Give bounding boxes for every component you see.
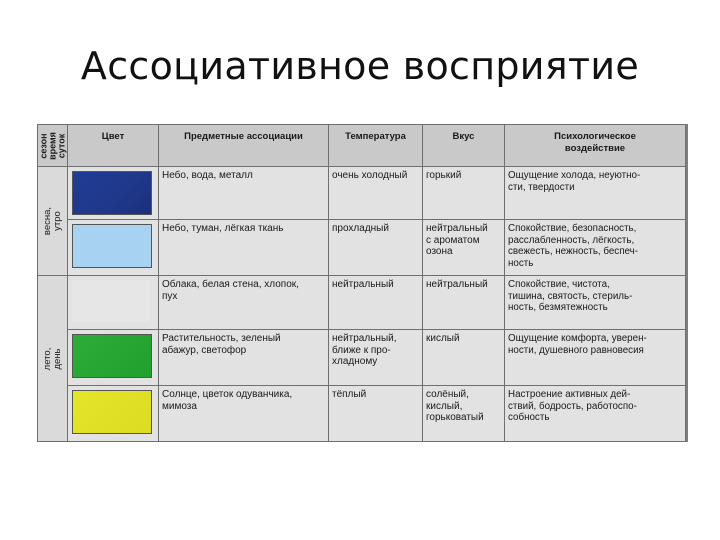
objects-cell: Облака, белая стена, хлопок, пух	[159, 276, 329, 330]
header-objects: Предметные ассоциации	[159, 125, 329, 167]
taste-cell: горький	[423, 167, 505, 220]
header-color: Цвет	[68, 125, 159, 167]
objects-cell: Солнце, цветок одуванчика, мимоза	[159, 386, 329, 442]
temperature-cell: прохладный	[329, 220, 423, 276]
header-season-label: сезон время суток	[38, 131, 66, 160]
color-swatch-light-blue	[72, 224, 152, 268]
psychology-cell: Спокойствие, безопасность, расслабленность, лёгкость, свежесть, нежность, беспеч- ность	[505, 220, 686, 276]
color-cell	[68, 220, 159, 276]
color-swatch-yellow	[72, 390, 152, 434]
color-cell	[68, 386, 159, 442]
table-row	[38, 167, 686, 220]
association-table-wrapper	[37, 124, 688, 442]
temperature-cell: нейтральный, ближе к про- хладному	[329, 330, 423, 386]
slide-title: Ассоциативное восприятие	[80, 44, 640, 88]
color-cell	[68, 276, 159, 330]
table-row	[38, 276, 686, 330]
objects-cell: Небо, туман, лёгкая ткань	[159, 220, 329, 276]
taste-cell: нейтральный	[423, 276, 505, 330]
season-label: лето, день	[41, 347, 63, 370]
psychology-cell: Настроение активных дей- ствий, бодрость, работоспо- собность	[505, 386, 686, 442]
psychology-cell: Ощущение холода, неуютно- сти, твердости	[505, 167, 686, 220]
table-row	[38, 220, 686, 276]
association-table	[37, 124, 686, 442]
header-temperature: Температура	[329, 125, 423, 167]
header-row	[38, 125, 686, 167]
header-taste: Вкус	[423, 125, 505, 167]
taste-cell: солёный, кислый, горьковатый	[423, 386, 505, 442]
header-season	[38, 125, 68, 167]
psychology-cell: Ощущение комфорта, уверен- ности, душевного равновесия	[505, 330, 686, 386]
color-cell	[68, 167, 159, 220]
color-swatch-deep-blue	[72, 171, 152, 215]
table-row	[38, 386, 686, 442]
header-psychology: Психологическое воздействие	[505, 125, 686, 167]
taste-cell: нейтральный с ароматом озона	[423, 220, 505, 276]
season-summer-day	[38, 276, 68, 442]
taste-cell: кислый	[423, 330, 505, 386]
color-swatch-green	[72, 334, 152, 378]
table-row	[38, 330, 686, 386]
season-spring-morning	[38, 167, 68, 276]
color-swatch-white	[72, 280, 150, 322]
temperature-cell: очень холодный	[329, 167, 423, 220]
psychology-cell: Спокойствие, чистота, тишина, святость, стериль- ность, безмятежность	[505, 276, 686, 330]
color-cell	[68, 330, 159, 386]
objects-cell: Небо, вода, металл	[159, 167, 329, 220]
season-label: весна, утро	[41, 206, 63, 236]
temperature-cell: тёплый	[329, 386, 423, 442]
objects-cell: Растительность, зеленый абажур, светофор	[159, 330, 329, 386]
temperature-cell: нейтральный	[329, 276, 423, 330]
